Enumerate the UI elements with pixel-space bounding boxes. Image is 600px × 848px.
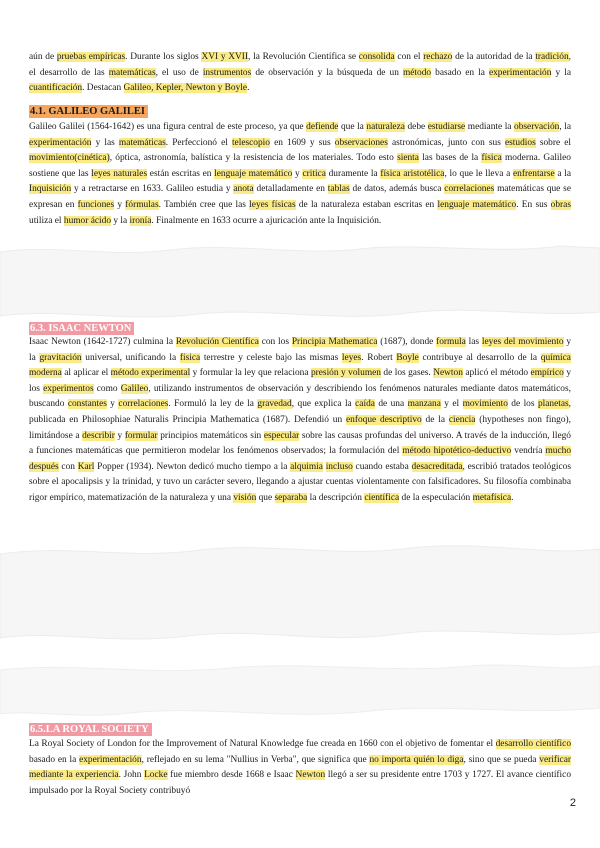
highlighted-text: no importa quién lo diga: [369, 754, 464, 765]
highlighted-text: mucho después: [29, 446, 572, 472]
highlighted-text: estudios: [504, 137, 536, 148]
body-text: y el: [440, 399, 463, 410]
highlighted-text: enfrentarse: [513, 168, 555, 179]
body-text: y a retractarse en 1633. Galileo estudia y: [71, 184, 234, 195]
body-text: de los: [507, 399, 538, 410]
body-text: , la Revolución Científica se: [248, 52, 359, 62]
galileo-paragraph: [29, 120, 571, 229]
highlighted-text: Karl: [77, 461, 95, 472]
body-text: Popper (1934). Newton dedicó mucho tiempo a la: [94, 461, 291, 472]
highlighted-text: cuantificación: [29, 83, 83, 94]
highlighted-text: leyes físicas: [249, 199, 296, 210]
highlighted-text: química moderna: [29, 352, 571, 379]
body-text: . Perfeccionó el: [165, 137, 232, 148]
highlighted-text: física: [179, 352, 201, 363]
body-text: . Robert: [361, 352, 397, 363]
body-text: (1687), donde: [377, 337, 437, 347]
highlighted-text: método experimental: [110, 368, 191, 379]
highlighted-text: leyes del movimiento: [481, 337, 564, 347]
body-text: vendría: [511, 446, 546, 457]
body-text: universal, unificando la: [81, 352, 180, 363]
highlighted-text: especular: [263, 430, 300, 441]
highlighted-text: desacreditada: [411, 461, 463, 472]
body-text: con el: [394, 52, 424, 62]
body-text: . Formuló la ley de la: [168, 399, 258, 410]
body-text: , el uso de: [155, 67, 203, 78]
highlighted-text: Principia Mathematica: [291, 337, 378, 347]
body-text: aún de: [29, 52, 57, 62]
highlighted-text: presión y volumen: [310, 368, 381, 379]
body-text: de datos, además busca: [349, 184, 445, 195]
body-text: contribuye al desarrollo de la: [418, 352, 541, 363]
body-text: que: [256, 492, 275, 503]
body-text: sobre las causas profundas del universo. A través de la inducción, llegó a funciones matemáticas que permitieron modelar los fenómenos observados; la formulación del: [29, 430, 571, 457]
highlighted-text: ironía: [129, 215, 152, 226]
highlighted-text: empírico: [530, 368, 564, 379]
body-text: en 1609 y sus: [269, 137, 335, 148]
section-heading-galileo: 4.1. GALILEO GALILEI: [29, 105, 148, 118]
highlighted-text: Boyle: [396, 352, 419, 363]
highlighted-text: Galileo: [120, 383, 149, 394]
highlighted-text: formula: [436, 337, 466, 347]
highlighted-text: observación: [514, 122, 560, 132]
body-text: , lo que le lleva a: [444, 168, 514, 179]
highlighted-text: humor ácido: [63, 215, 112, 226]
highlighted-text: lenguaje matemático: [437, 199, 517, 210]
body-text: La Royal Society of London for the Improvement of Natural Knowledge fue creada en 1660 con el objetivo de fomentar el: [29, 739, 496, 749]
body-text: y: [292, 168, 303, 179]
highlighted-text: correlaciones: [444, 184, 495, 195]
highlighted-text: física: [481, 153, 502, 164]
highlighted-text: científica: [364, 492, 400, 503]
body-text: basado en la: [431, 67, 489, 78]
body-text: con los: [258, 337, 292, 347]
highlighted-text: método hipotético-deductivo: [402, 446, 512, 457]
highlighted-text: Revolución Científica: [175, 337, 259, 347]
highlighted-text: constantes: [67, 399, 107, 410]
highlighted-text: experimentación: [488, 67, 552, 78]
body-text: aplicó el método: [462, 368, 531, 379]
highlighted-text: Locke: [144, 770, 168, 781]
body-text: , escribió tratados teológicos sobre el apocalipsis y la trinidad, y tuvo un carácter severo, llegando a ajustar cuentas violentamente con falsificadores. Su filosofía combinaba rigor empírico, matematización de la naturaleza y una: [29, 461, 572, 503]
highlighted-text: telescopio: [231, 137, 270, 148]
body-text: , la: [559, 122, 571, 132]
highlighted-text: consolida: [358, 52, 395, 62]
body-text: debe: [404, 122, 428, 132]
body-text: terrestre y celeste bajo las mismas: [200, 352, 342, 363]
highlighted-text: movimiento(cinética): [29, 153, 110, 164]
body-text: están escritas en: [147, 168, 215, 179]
body-text: con: [58, 461, 78, 472]
section-heading-newton: 6.3. ISAAC NEWTON: [29, 322, 134, 335]
highlighted-text: describir: [82, 430, 115, 441]
body-text: duramente la: [325, 168, 381, 179]
body-text: astronómicas, junto con sus: [387, 137, 505, 148]
highlighted-text: verificar mediante la experiencia: [29, 754, 571, 781]
torn-paper-strip: [0, 660, 600, 720]
torn-paper-strip: [0, 540, 600, 645]
highlighted-text: enfoque descriptivo: [346, 414, 422, 425]
body-text: . En sus: [516, 199, 551, 210]
highlighted-text: XVI y XVII: [201, 52, 249, 62]
body-text: al aplicar el: [61, 368, 111, 379]
body-text: , que explica la: [291, 399, 356, 410]
highlighted-text: anota: [233, 184, 254, 195]
body-text: y formular la ley que relaciona: [190, 368, 311, 379]
highlighted-text: Galileo, Kepler, Newton y Boyle: [123, 83, 248, 94]
body-text: . Durante los siglos: [125, 52, 202, 62]
body-text: mediante la: [465, 122, 515, 132]
highlighted-text: correlaciones: [118, 399, 169, 410]
highlighted-text: separaba: [274, 492, 308, 503]
body-text: de la especulación: [399, 492, 473, 503]
body-text: y: [114, 199, 126, 210]
body-text: principios matemáticos sin: [157, 430, 264, 441]
body-text: detalladamente en: [253, 184, 328, 195]
highlighted-text: incluso: [325, 461, 353, 472]
highlighted-text: matemáticas: [118, 137, 166, 148]
highlighted-text: pruebas empíricas: [56, 52, 126, 62]
highlighted-text: movimiento: [462, 399, 508, 410]
body-text: a la: [554, 168, 571, 179]
body-text: y la: [29, 337, 572, 363]
highlighted-text: matemáticas: [108, 67, 156, 78]
highlighted-text: estudiarse: [427, 122, 466, 132]
body-text: la descripción: [307, 492, 365, 503]
highlighted-text: formular: [124, 430, 158, 441]
section-heading-royal-society: 6.5.LA ROYAL SOCIETY: [29, 723, 152, 736]
body-text: . También cree que las: [158, 199, 250, 210]
body-text: basado en la: [29, 754, 80, 765]
highlighted-text: sienta: [397, 153, 419, 164]
highlighted-text: observaciones: [334, 137, 388, 148]
highlighted-text: ciencia: [448, 414, 476, 425]
highlighted-text: lenguaje matemático: [214, 168, 293, 179]
body-text: de la naturaleza estaban escritas en: [295, 199, 438, 210]
highlighted-text: fórmulas: [125, 199, 159, 210]
highlighted-text: obras: [550, 199, 571, 210]
body-text: Isaac Newton (1642-1727) culmina la: [29, 337, 176, 347]
highlighted-text: leyes: [341, 352, 362, 363]
body-text: . Destacan: [82, 83, 124, 94]
highlighted-text: metafísica: [472, 492, 512, 503]
highlighted-text: funciones: [77, 199, 115, 210]
body-text: y: [106, 399, 119, 410]
highlighted-text: defiende: [306, 122, 339, 132]
highlighted-text: visión: [233, 492, 257, 503]
highlighted-text: naturaleza: [366, 122, 405, 132]
newton-paragraph: [29, 335, 571, 507]
body-text: y la: [111, 215, 130, 226]
highlighted-text: experimentación: [29, 137, 92, 148]
body-text: y los: [29, 368, 571, 394]
highlighted-text: tablas: [327, 184, 350, 195]
body-text: y la: [551, 67, 572, 78]
body-text: .: [511, 492, 514, 503]
highlighted-text: Newton: [295, 770, 326, 781]
highlighted-text: instrumentos: [202, 67, 252, 78]
royal-society-paragraph: [29, 737, 571, 799]
body-text: (hypotheses non fingo), limitándose a: [29, 414, 571, 441]
body-text: las bases de la: [418, 153, 482, 164]
page-number: 2: [569, 797, 576, 809]
body-text: .: [247, 83, 250, 94]
highlighted-text: gravedad: [257, 399, 292, 410]
highlighted-text: leyes naturales: [91, 168, 148, 179]
highlighted-text: experimentación: [79, 754, 142, 765]
body-text: cuando estaba: [352, 461, 412, 472]
highlighted-text: Inquisición: [29, 184, 72, 195]
highlighted-text: alquimia: [290, 461, 323, 472]
highlighted-text: método: [402, 67, 432, 78]
torn-paper-strip: [0, 240, 600, 320]
body-text: de observación y la búsqueda de un: [251, 67, 403, 78]
body-text: , reflejado en su lema "Nullius in Verba", que significa que: [141, 754, 370, 765]
body-text: de una: [374, 399, 408, 410]
intro-paragraph: [29, 50, 571, 97]
highlighted-text: rechazo: [423, 52, 453, 62]
body-text: , óptica, astronomía, balística y la resistencia de los materiales. Todo esto: [109, 153, 398, 164]
body-text: las: [465, 337, 482, 347]
body-text: moderna. Galileo sostiene que las: [29, 153, 571, 179]
highlighted-text: desarrollo científico: [495, 739, 572, 749]
body-text: como: [93, 383, 121, 394]
body-text: y las: [91, 137, 119, 148]
body-text: utiliza el: [29, 215, 64, 226]
highlighted-text: física aristotélica: [380, 168, 445, 179]
body-text: fue miembro desde 1668 e Isaac: [167, 770, 296, 781]
body-text: matemáticas que se expresan en: [29, 184, 571, 210]
highlighted-text: planetas: [537, 399, 569, 410]
highlighted-text: tradición: [535, 52, 569, 62]
highlighted-text: Newton: [433, 368, 463, 379]
body-text: de la autoridad de la: [452, 52, 536, 62]
highlighted-text: gravitación: [39, 352, 82, 363]
highlighted-text: critica: [302, 168, 326, 179]
highlighted-text: manzana: [407, 399, 441, 410]
body-text: , publicada en Philosophiae Naturalis Principia Mathematica (1687). Defendió un: [29, 399, 571, 425]
body-text: sobre el: [535, 137, 571, 148]
body-text: Galileo Galilei (1564-1642) es una figura central de este proceso, ya que: [29, 122, 307, 132]
body-text: y: [114, 430, 125, 441]
body-text: . Finalmente en 1633 ocurre a ajuricación ante la Inquisición.: [151, 215, 382, 226]
body-text: , utilizando instrumentos de observación y describiendo los fenómenos naturales mediante datos matemáticos, buscando: [29, 383, 571, 410]
body-text: , el desarrollo de las: [29, 52, 571, 78]
highlighted-text: caída: [355, 399, 375, 410]
body-text: que la: [338, 122, 367, 132]
body-text: de los gases.: [380, 368, 434, 379]
body-text: , sino que se pueda: [463, 754, 540, 765]
body-text: de la: [421, 414, 449, 425]
body-text: . John: [118, 770, 145, 781]
highlighted-text: experimentos: [43, 383, 94, 394]
body-text: llegó a ser su presidente entre 1703 y 1727. El avance científico impulsado por la Royal Society contribuyó: [29, 770, 572, 796]
